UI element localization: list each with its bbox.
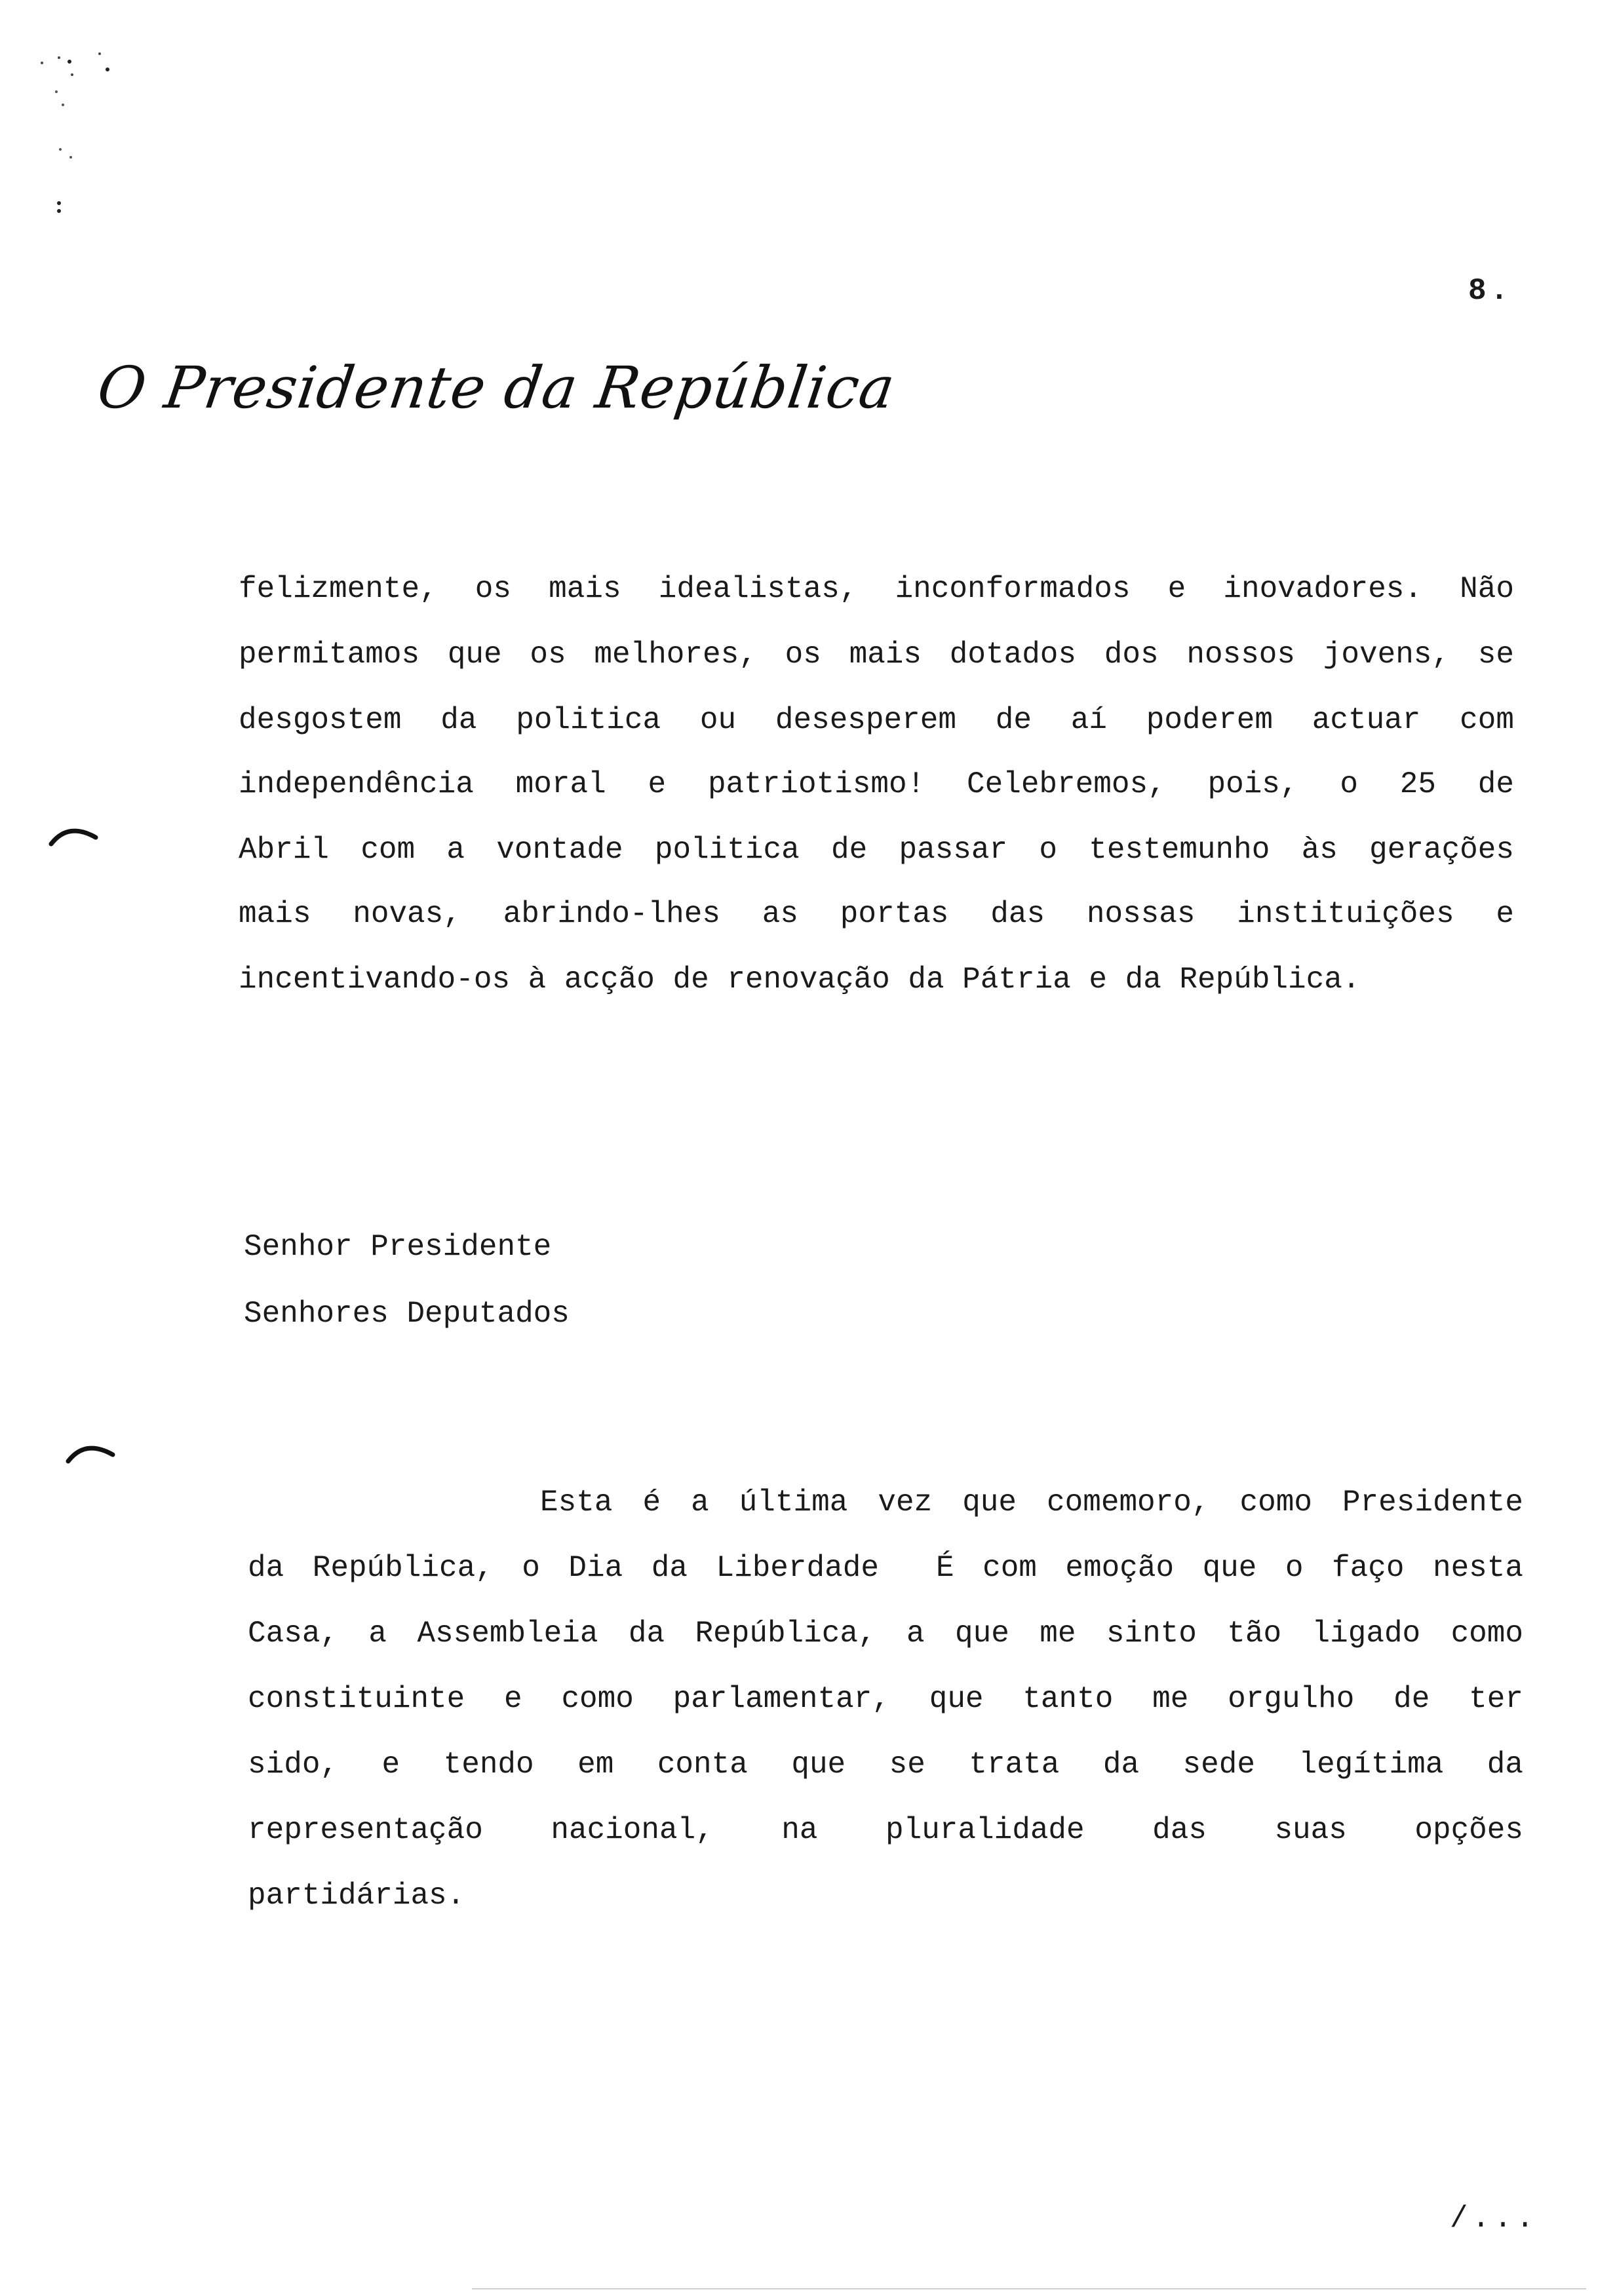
- paragraph-line: independência moral e patriotismo! Celebremos, pois, o 25 de: [239, 767, 1514, 801]
- paragraph-line: mais novas, abrindo-lhes as portas das nossas instituições e: [239, 897, 1514, 931]
- margin-mark: [49, 822, 101, 848]
- paragraph-line: felizmente, os mais idealistas, inconformados e inovadores. Não: [239, 572, 1514, 606]
- paragraph-line: da República, o Dia da Liberdade É com emoção que o faço nesta: [248, 1551, 1523, 1585]
- paragraph-line: desgostem da politica ou desesperem de aí poderem actuar com: [239, 703, 1514, 737]
- scan-edge-line: [472, 2288, 1586, 2289]
- paragraph-line: representação nacional, na pluralidade das suas opções: [248, 1813, 1523, 1847]
- margin-mark: [66, 1439, 118, 1465]
- paragraph-line: incentivando-os à acção de renovação da Pátria e da República.: [239, 963, 1361, 997]
- paragraph-line: Esta é a última vez que comemoro, como Presidente: [540, 1485, 1523, 1520]
- paragraph-line: permitamos que os melhores, os mais dotados dos nossos jovens, se: [239, 638, 1514, 672]
- letterhead-title: O Presidente da República: [93, 354, 900, 421]
- continuation-mark: /...: [1450, 2202, 1538, 2236]
- paragraph-line: constituinte e como parlamentar, que tanto me orgulho de ter: [248, 1682, 1523, 1716]
- paragraph-line: sido, e tendo em conta que se trata da sede legítima da: [248, 1748, 1523, 1782]
- paragraph-line: partidárias.: [248, 1879, 465, 1913]
- salutation-line: Senhores Deputados: [244, 1297, 570, 1331]
- paragraph-line: Casa, a Assembleia da República, a que me sinto tão ligado como: [248, 1617, 1523, 1651]
- salutation-line: Senhor Presidente: [244, 1230, 552, 1264]
- page-number: 8.: [1468, 274, 1513, 308]
- paragraph-line: Abril com a vontade politica de passar o testemunho às gerações: [239, 833, 1514, 867]
- scan-specks: [39, 39, 131, 223]
